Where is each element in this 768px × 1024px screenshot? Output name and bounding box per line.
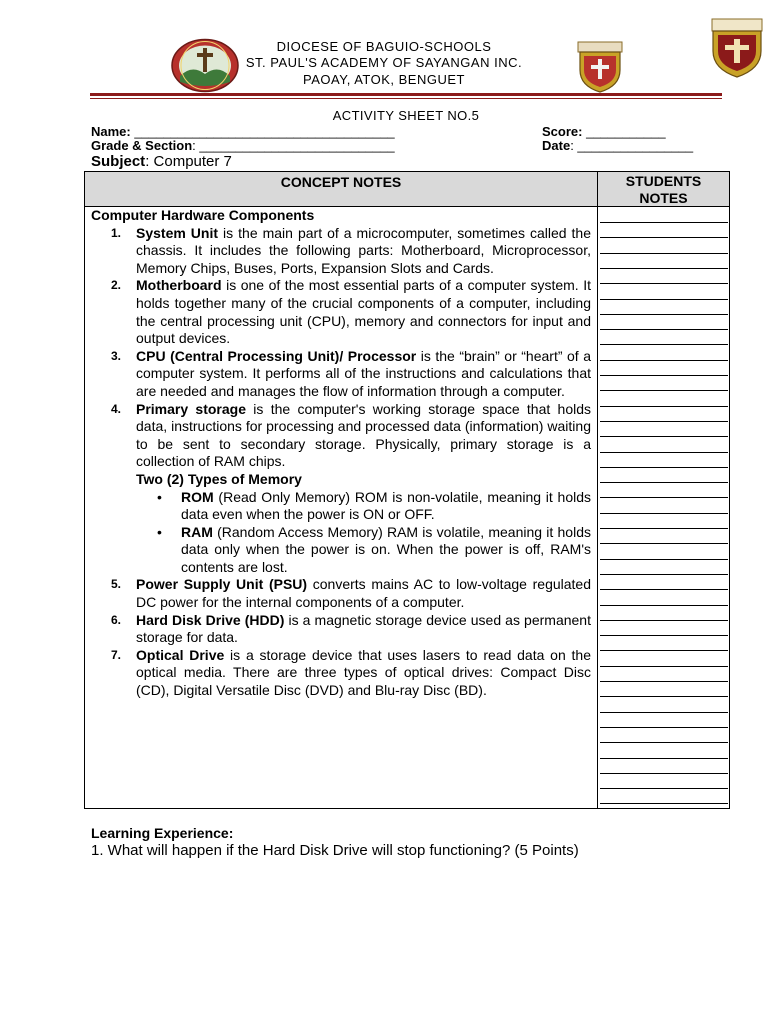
notes-writing-line (600, 314, 728, 315)
school-shield-logo (710, 17, 764, 79)
notes-writing-line (600, 758, 728, 759)
item-term: CPU (Central Processing Unit)/ Processor (136, 347, 417, 364)
item-text: is the “brain” or “heart” of a computer system. It performs all of the instructions and calculations that are needed and manages the flow of information through a computer. (136, 347, 591, 399)
notes-writing-line (600, 574, 728, 575)
notes-writing-line (600, 222, 728, 223)
item-text: is a magnetic storage device used as permanent storage for data. (136, 611, 591, 646)
notes-writing-line (600, 727, 728, 728)
notes-writing-line (600, 421, 728, 422)
notes-writing-line (600, 268, 728, 269)
item-text: is a storage device that uses lasers to read data on the optical media. There are three types of optical drives: Compact Disc (CD), Digital Versatile Disc (DVD) and Blu-ray Disc (BD). (136, 646, 591, 699)
learning-experience (91, 824, 579, 860)
notes-writing-line (600, 666, 728, 667)
bullet-text: (Read Only Memory) ROM is non-volatile, meaning it holds data even when the power is ON or OFF. (181, 488, 591, 523)
notes-writing-line (600, 390, 728, 391)
notes-writing-line (600, 436, 728, 437)
notes-writing-line (600, 696, 728, 697)
item-term: Power Supply Unit (PSU) (136, 576, 308, 593)
memory-bullet (91, 524, 591, 577)
notes-writing-line (600, 528, 728, 529)
notes-writing-line (600, 788, 728, 789)
item-term: Optical Drive (136, 646, 225, 663)
notes-writing-line (600, 452, 728, 453)
header-address: PAOAY, ATOK, BENGUET (303, 72, 465, 87)
name-field (91, 124, 395, 139)
item-text: is the main part of a microcomputer, sometimes called the chassis. It includes the following parts: Motherboard, Microprocessor, Memory Chips, Buses, Ports, Expansion Slots and Cards. (136, 224, 591, 276)
notes-writing-line (600, 742, 728, 743)
item-term: Primary storage (136, 400, 247, 417)
item-term: Hard Disk Drive (HDD) (136, 611, 285, 628)
students-notes-cell (598, 207, 730, 809)
item-text: is the computer's working storage space that holds data, instructions for processing and processed data (information) waiting to be sent to secondary storage. Physically, primary storage is a collection of RAM chips. (136, 400, 592, 470)
subject-label: Subject (91, 153, 146, 170)
date-blank: : ________________ (570, 138, 694, 153)
notes-writing-line (600, 406, 728, 407)
header-rule-thick (90, 93, 722, 96)
notes-writing-line (600, 681, 728, 682)
notes-writing-line (600, 329, 728, 330)
notes-writing-line (600, 344, 728, 345)
notes-writing-line (600, 650, 728, 651)
notes-writing-line (600, 360, 728, 361)
item-term: Motherboard (136, 277, 222, 294)
notes-writing-line (600, 773, 728, 774)
bullet-icon: • (157, 523, 162, 540)
header-rule-thin (90, 98, 722, 99)
subject-field (91, 153, 232, 170)
memory-bullet (91, 489, 591, 524)
list-item: 6. Hard Disk Drive (HDD) is a magnetic storage device used as permanent storage for data. (111, 611, 591, 646)
date-field (542, 138, 693, 153)
bullet-icon: • (157, 488, 162, 505)
date-label: Date (542, 138, 571, 153)
notes-writing-line (600, 605, 728, 606)
list-item: 4. Primary storage is the computer's working storage space that holds data, instructions for processing and processed data (information) waiting to be sent to secondary storage. Physically, primary storage is a collection of RAM chips. (111, 400, 592, 470)
header-academy: ST. PAUL'S ACADEMY OF SAYANGAN INC. (245, 55, 523, 70)
grade-section-field (91, 138, 395, 153)
notes-writing-line (600, 237, 728, 238)
notes-writing-line (600, 635, 728, 636)
students-notes-header (598, 171, 730, 207)
notes-writing-line (600, 253, 728, 254)
score-field (542, 124, 666, 139)
notes-writing-line (600, 543, 728, 544)
notes-writing-line (600, 620, 728, 621)
score-blank: ___________ (586, 124, 666, 139)
list-item: 2. Motherboard is one of the most essential parts of a computer system. It holds together many of the crucial components of a computer, including the central processing unit (CPU), memory and connectors for input and output devices. (111, 277, 591, 347)
notes-writing-line (600, 283, 728, 284)
list-item: 5. Power Supply Unit (PSU) converts mains AC to low-voltage regulated DC power for the internal components of a computer. (111, 576, 591, 611)
subject-value: : Computer 7 (145, 153, 232, 170)
name-blank: ____________________________________ (134, 124, 395, 139)
item-text: is one of the most essential parts of a computer system. It holds together many of the crucial components of a computer, including the central processing unit (CPU), memory and connectors for input and output devices. (136, 277, 591, 347)
notes-writing-line (600, 589, 728, 590)
list-item: 3. CPU (Central Processing Unit)/ Processor is the “brain” or “heart” of a computer system. It performs all of the instructions and calculations that are needed and manages the flow of information through a computer. (111, 347, 591, 399)
students-header-line2: NOTES (639, 190, 688, 206)
notes-writing-line (600, 803, 728, 804)
students-header-line1: STUDENTS (625, 173, 702, 189)
bullet-text: (Random Access Memory) RAM is volatile, meaning it holds data only when the power is on. When the power is off, RAM's contents are lost. (181, 523, 591, 575)
bullet-term: RAM (181, 523, 213, 540)
notes-writing-line (600, 497, 728, 498)
notes-writing-line (600, 467, 728, 468)
activity-title: ACTIVITY SHEET NO.5 (332, 108, 480, 123)
notes-writing-line (600, 513, 728, 514)
concept-notes-content (91, 207, 591, 700)
notes-writing-line (600, 375, 728, 376)
notes-writing-line (600, 299, 728, 300)
bullet-term: ROM (181, 488, 214, 505)
memory-types-title: Two (2) Types of Memory (136, 470, 302, 487)
learning-question: 1. What will happen if the Hard Disk Drive will stop functioning? (5 Points) (91, 842, 579, 859)
concept-notes-header: CONCEPT NOTES (84, 171, 598, 207)
learning-title: Learning Experience: (91, 825, 234, 841)
notes-writing-line (600, 712, 728, 713)
score-label: Score: (542, 124, 583, 139)
grade-label: Grade & Section (91, 138, 193, 153)
list-item: 7. Optical Drive is a storage device that uses lasers to read data on the optical media. There are three types of optical drives: Compact Disc (CD), Digital Versatile Disc (DVD) and Blu-ray Disc (BD). (111, 646, 591, 699)
notes-writing-line (600, 559, 728, 560)
item-term: System Unit (136, 224, 219, 241)
section-title: Computer Hardware Components (91, 207, 315, 223)
academy-shield-logo (576, 40, 624, 94)
list-item: 1. System Unit is the main part of a microcomputer, sometimes called the chassis. It includes the following parts: Motherboard, Microprocessor, Memory Chips, Buses, Ports, Expansion Slots and Cards. (111, 224, 591, 276)
header-diocese: DIOCESE OF BAGUIO-SCHOOLS (276, 39, 492, 54)
grade-blank: : ___________________________ (192, 138, 395, 153)
notes-writing-line (600, 482, 728, 483)
item-text: converts mains AC to low-voltage regulated DC power for the internal components of a computer. (136, 576, 591, 611)
name-label: Name: (91, 124, 131, 139)
